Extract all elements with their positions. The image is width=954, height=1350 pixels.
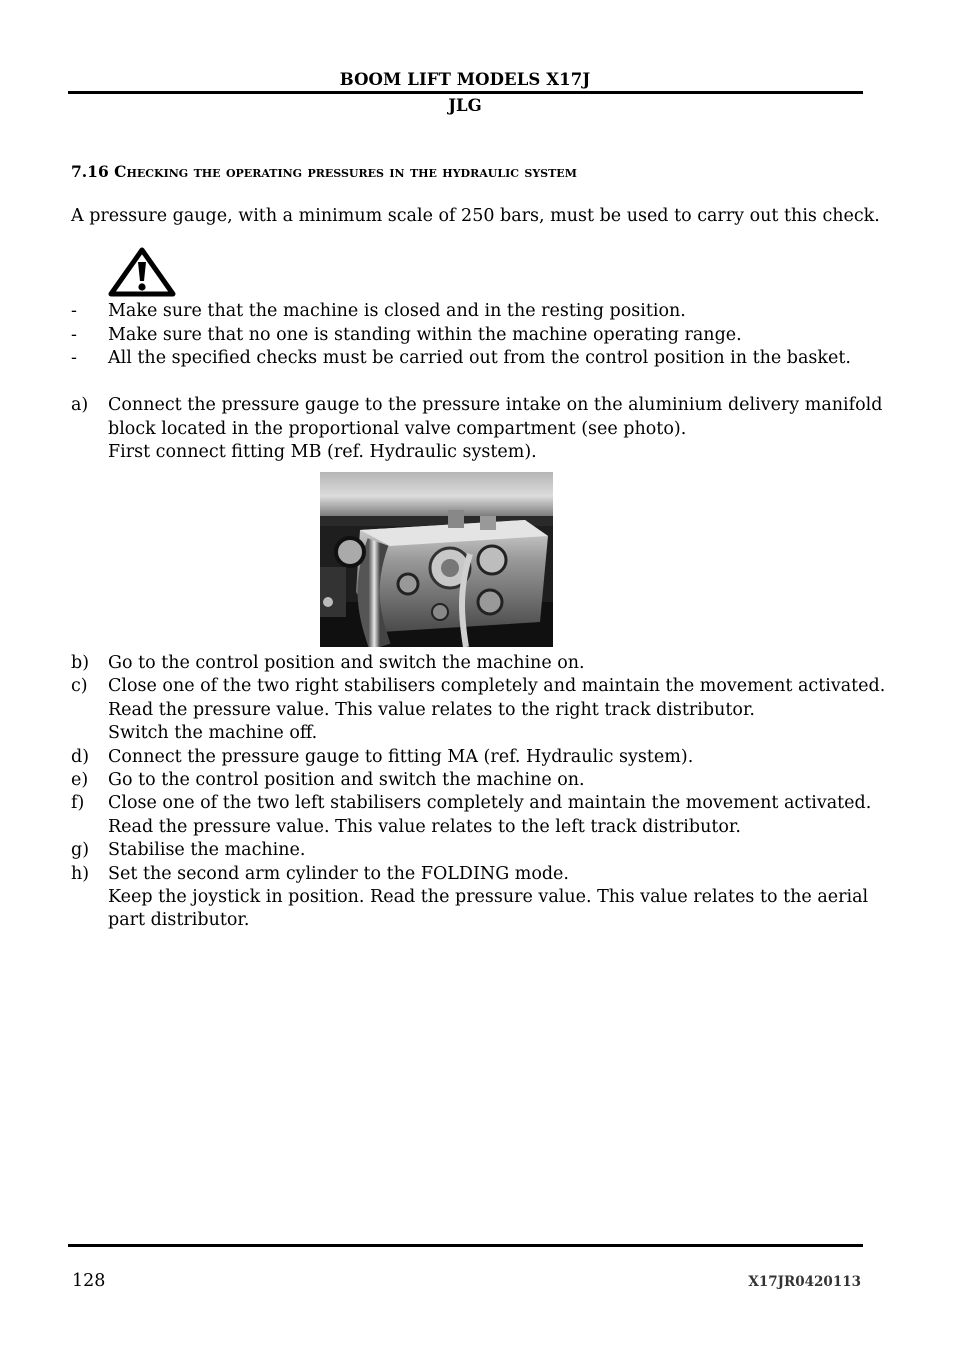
header-brand: JLG [448,96,482,115]
step-text: Stabilise the machine. [108,840,306,861]
bullet-text: All the specified checks must be carried out from the control position in the basket. [108,348,851,368]
step-text: Connect the pressure gauge to the pressure intake on the aluminium delivery manifold [108,395,883,415]
step-text: Go to the control position and switch the machine on. [108,770,585,790]
step-text: Close one of the two left stabilisers completely and maintain the movement activated. [108,793,872,814]
step-text: Close one of the two right stabilisers completely and maintain the movement activated. [108,676,886,697]
page-number: 128 [72,1271,106,1291]
step-text: part distributor. [108,910,250,931]
step-marker: e) [71,770,89,790]
section-number: 7.16 [71,162,109,181]
step-marker: d) [71,746,90,767]
step-text: Keep the joystick in position. Read the pressure value. This value relates to the aerial [108,887,869,907]
step-text: block located in the proportional valve compartment (see photo). [108,418,687,439]
step-marker: c) [71,676,88,697]
bullet-text: Make sure that no one is standing within the machine operating range. [108,324,742,345]
step-text: Read the pressure value. This value relates to the right track distributor. [108,699,755,720]
warning-triangle-icon [108,247,176,297]
step-text: Go to the control position and switch the machine on. [108,653,585,673]
step-text: First connect fitting MB (ref. Hydraulic system). [108,442,537,462]
step-marker: h) [71,863,90,884]
step-marker: b) [71,653,90,673]
step-text: Read the pressure value. This value relates to the left track distributor. [108,816,741,837]
step-text: Switch the machine off. [108,723,318,744]
section-heading [71,162,577,181]
document-code: X17JR0420113 [748,1274,861,1290]
step-text: Connect the pressure gauge to fitting MA (ref. Hydraulic system). [108,746,694,767]
section-title: Checking the operating pressures in the hydraulic system [114,162,577,181]
footer-rule [68,1244,863,1247]
step-marker: g) [71,840,90,861]
intro-paragraph: A pressure gauge, with a minimum scale of 250 bars, must be used to carry out this check. [71,206,880,226]
bullet-marker: - [71,301,77,321]
bullet-marker: - [71,348,77,368]
header-title: BOOM LIFT MODELS X17J [339,70,591,89]
manifold-block-photo [320,472,553,647]
step-text: Set the second arm cylinder to the FOLDING mode. [108,863,569,884]
bullet-text: Make sure that the machine is closed and in the resting position. [108,301,686,321]
step-marker: f) [71,793,85,814]
bullet-marker: - [71,324,77,345]
step-marker: a) [71,395,89,415]
header-rule [68,91,863,94]
